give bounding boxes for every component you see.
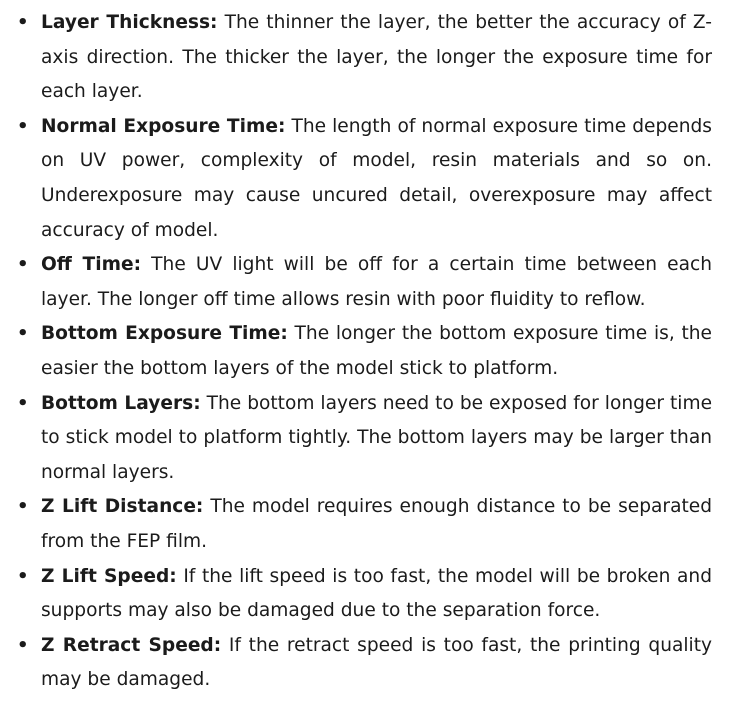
item-description: If the retract speed is too fast, the printing quality may be damaged. [41,634,713,691]
bullet-icon: • [17,392,29,414]
item-description: The longer the bottom exposure time is, the easier the bottom layers of the model stick to platform. [41,323,712,379]
bullet-icon: • [17,565,29,587]
list-item-z-retract-speed [0,629,735,698]
item-term: Layer Thickness: [41,12,218,33]
item-description: The thinner the layer, the better the accuracy of Z-axis direction. The thicker the layer, the longer the exposure time for each layer. [41,12,712,103]
item-description: The model requires enough distance to be separated from the FEP film. [41,496,712,552]
item-term: Z Lift Speed: [41,565,177,587]
list-item-layer-thickness [0,6,735,110]
bullet-icon: • [17,254,29,276]
list-item-z-lift-distance [0,490,735,559]
item-description: The bottom layers need to be exposed for longer time to stick model to platform tightly. The bottom layers may be larger than normal layers. [41,392,713,483]
item-description: The length of normal exposure time depends on UV power, complexity of model, resin materials and so on. Underexposure may cause uncured detail, overexposure may affect accuracy of model. [41,115,712,241]
bullet-icon: • [17,12,29,33]
list-item-normal-exposure-time [0,110,735,248]
item-term: Bottom Exposure Time: [41,323,288,345]
bullet-icon: • [17,115,29,137]
list-item-z-lift-speed [0,560,735,629]
item-term: Z Lift Distance: [41,496,204,518]
parameter-list [0,6,735,698]
bullet-icon: • [17,323,29,345]
item-term: Z Retract Speed: [41,634,222,656]
list-item-bottom-layers [0,387,735,491]
item-term: Off Time: [41,254,142,276]
item-description: If the lift speed is too fast, the model will be broken and supports may also be damaged due to the separation force. [41,565,713,622]
list-item-bottom-exposure-time [0,317,735,386]
item-term: Normal Exposure Time: [41,115,286,137]
item-description: The UV light will be off for a certain time between each layer. The longer off time allows resin with poor fluidity to reflow. [41,254,712,310]
list-item-off-time [0,248,735,317]
bullet-icon: • [17,496,29,518]
item-term: Bottom Layers: [41,392,201,414]
bullet-icon: • [17,634,29,656]
